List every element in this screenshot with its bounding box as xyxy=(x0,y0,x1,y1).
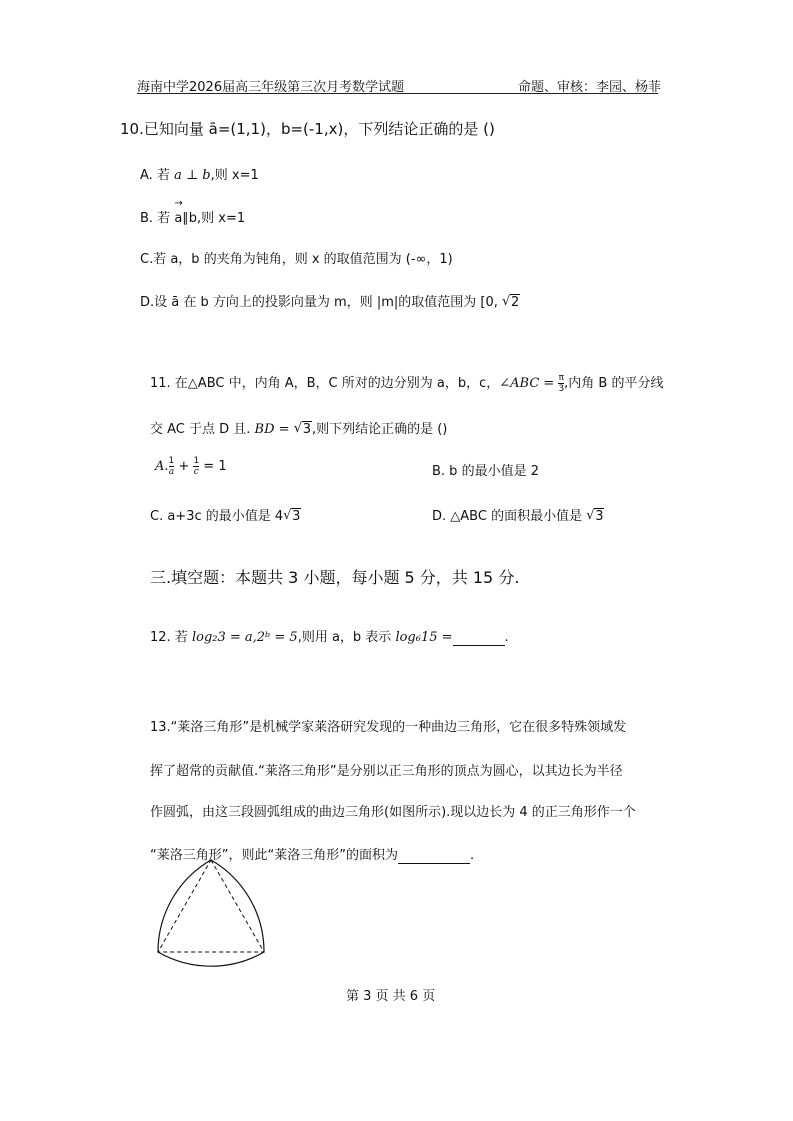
equilateral-triangle-dashed xyxy=(158,860,264,952)
q11-a-frac2: $\frac{1}{c}$ xyxy=(193,456,200,477)
section-3-title: 三.填空题：本题共 3 小题，每小题 5 分，共 15 分. xyxy=(150,568,520,587)
q11-angle: ∠ABC = xyxy=(499,376,555,391)
q13-answer-blank xyxy=(398,848,470,864)
q10-d-root: 2 xyxy=(510,295,520,310)
q11-stem1-pre: 11. 在△ABC 中，内角 A，B，C 所对的边分别为 a，b，c， xyxy=(150,376,500,391)
page-number: 第 3 页 共 6 页 xyxy=(346,989,436,1004)
q13-line4: “莱洛三角形”，则此“莱洛三角形”的面积为 . xyxy=(150,848,475,863)
q11-stem2-post: ,则下列结论正确的是 () xyxy=(311,422,448,437)
q11-stem-line2 xyxy=(150,418,447,437)
q10-stem: 10.已知向量 ā=(1,1)，b=(-1,x)，下列结论正确的是 () xyxy=(120,120,495,138)
q10-d-pre: D.设 ā 在 b 方向上的投影向量为 m，则 |m|的取值范围为 [0, xyxy=(140,295,502,310)
header-authors: 命题、审核：李园、杨菲 xyxy=(518,80,662,95)
q11-stem2-pre: 交 AC 于点 D 且. xyxy=(150,422,255,437)
q12-condition: log₂3 = a,2ᵇ = 5 xyxy=(191,630,298,645)
q10-b-post: ,则 x=1 xyxy=(197,211,246,226)
q11-stem1-post: ,内角 B 的平分线 xyxy=(564,376,664,391)
q11-bd-sqrt: √ 3 xyxy=(294,422,312,437)
q10-option-b xyxy=(140,207,245,226)
q10-option-d xyxy=(140,291,520,310)
q10-option-c: C.若 a，b 的夹角为钝角，则 x 的取值范围为 (-∞，1) xyxy=(140,252,453,267)
q11-bd: BD = xyxy=(254,422,294,437)
q10-d-sqrt xyxy=(502,295,520,310)
q12-answer-blank xyxy=(453,630,505,646)
q11-pi-fraction: $\frac{\pi}{3}$ xyxy=(558,373,565,394)
q11-c-sqrt: √ 3 xyxy=(283,509,301,524)
header-rule xyxy=(137,93,658,94)
q11-option-a: A. $\frac{1}{a}$ + $\frac{1}{c}$ = 1 xyxy=(155,456,227,477)
q11-a-frac1: $\frac{1}{a}$ xyxy=(168,456,175,477)
reuleaux-triangle-figure xyxy=(148,855,278,970)
q13-line2: 挥了超常的贡献值.“莱洛三角形”是分别以正三角形的顶点为圆心，以其边长为半径 xyxy=(150,764,623,779)
q10-b-pre: B. 若 xyxy=(140,211,175,226)
q10-option-a xyxy=(140,164,259,183)
q12: 12. 若 log₂3 = a,2ᵇ = 5,则用 a，b 表示 log₆15 = . xyxy=(150,630,509,645)
q11-stem-line1 xyxy=(150,372,664,394)
header-title: 海南中学2026届高三年级第三次月考数学试题 xyxy=(137,80,405,95)
q13-line1: 13.“莱洛三角形”是机械学家莱洛研究发现的一种曲边三角形，它在很多特殊领域发 xyxy=(150,720,627,735)
reuleaux-outline xyxy=(158,860,264,966)
q11-option-d: D. △ABC 的面积最小值是 √ 3 xyxy=(432,505,604,524)
q11-option-c: C. a+3c 的最小值是 4√ 3 xyxy=(150,505,301,524)
q10-a-post: ,则 x=1 xyxy=(210,168,259,183)
q10-a-math: a ⊥ b xyxy=(174,168,211,183)
q13-line3: 作圆弧，由这三段圆弧组成的曲边三角形(如图所示).现以边长为 4 的正三角形作一个 xyxy=(150,805,636,820)
q11-d-sqrt: √ 3 xyxy=(586,509,604,524)
q12-target: log₆15 = xyxy=(395,630,453,645)
q10-b-math: → a∥b xyxy=(174,211,197,226)
q10-a-pre: A. 若 xyxy=(140,168,175,183)
q11-option-b: B. b 的最小值是 2 xyxy=(432,464,539,479)
